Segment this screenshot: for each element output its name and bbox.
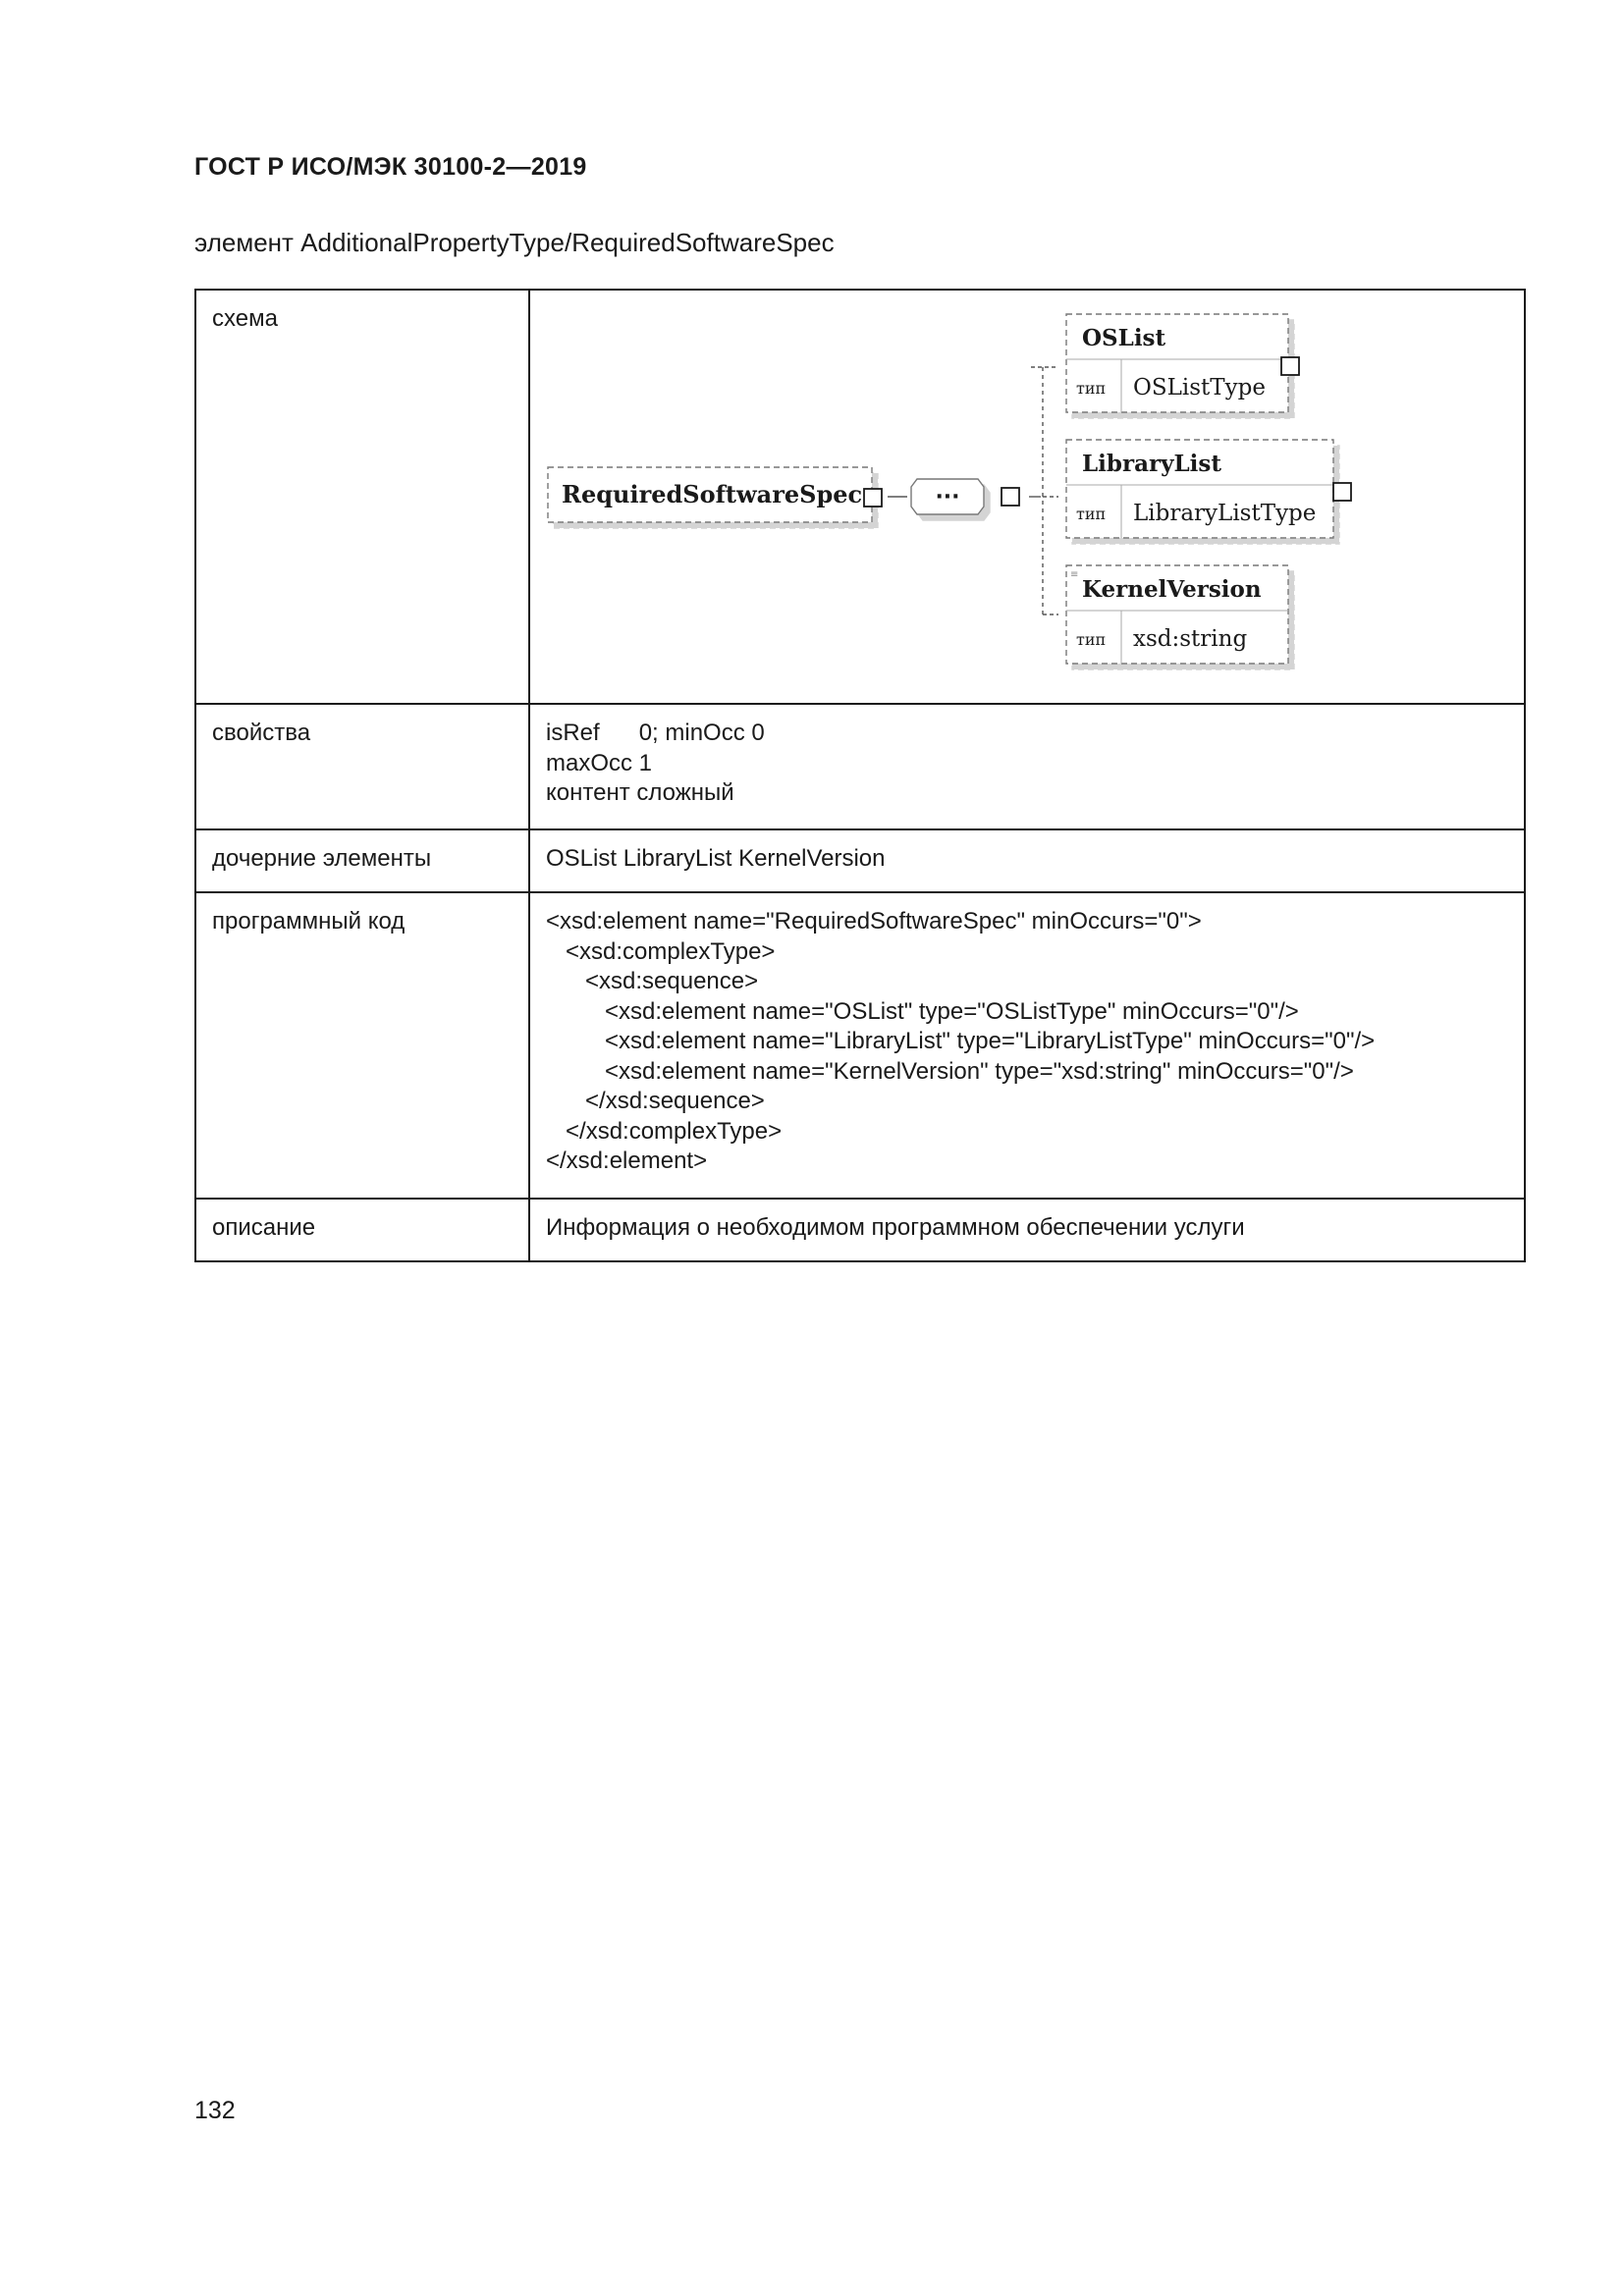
document-standard-title: ГОСТ Р ИСО/МЭК 30100-2—2019 <box>194 153 587 181</box>
child-name: KernelVersion <box>1082 576 1262 603</box>
code-line: <xsd:element name="LibraryList" type="LibraryListType" minOccurs="0"/> <box>546 1028 1376 1054</box>
code-line: </xsd:sequence> <box>546 1088 765 1114</box>
properties-line: maxOcc 1 <box>546 749 653 776</box>
code-line: <xsd:element name="RequiredSoftwareSpec" minOccurs="0"> <box>546 908 1202 934</box>
schema-label: схема <box>195 290 529 704</box>
schema-cell <box>529 290 1525 704</box>
code-label: программный код <box>195 892 529 1199</box>
schema-diagram-svg <box>530 291 1559 703</box>
description-value: Информация о необходимом программном обеспечении услуги <box>529 1199 1525 1261</box>
child-name: OSList <box>1082 325 1166 351</box>
schema-diagram <box>546 304 1508 689</box>
properties-line: isRef 0; minOcc 0 <box>546 720 765 746</box>
type-label: тип <box>1076 505 1107 523</box>
code-line: <xsd:element name="OSList" type="OSListType" minOccurs="0"/> <box>546 997 1299 1025</box>
element-caption: элемент AdditionalPropertyType/RequiredSoftwareSpec <box>194 228 835 257</box>
type-label: тип <box>1076 379 1107 398</box>
table-row-code <box>195 892 1525 1199</box>
code-line: </xsd:element> <box>546 1148 708 1174</box>
child-name: LibraryList <box>1082 451 1221 477</box>
expand-icon <box>1281 357 1299 375</box>
expand-icon <box>1333 483 1351 501</box>
expand-icon <box>1001 488 1019 506</box>
child-type: OSListType <box>1133 375 1266 400</box>
properties-line: контент сложный <box>546 779 734 806</box>
root-element-box <box>548 467 882 522</box>
table-row-children <box>195 829 1525 892</box>
child-type: xsd:string <box>1133 626 1248 652</box>
children-label: дочерние элементы <box>195 829 529 892</box>
child-element-oslist <box>1066 314 1299 412</box>
properties-label: свойства <box>195 704 529 829</box>
children-value: OSList LibraryList KernelVersion <box>529 829 1525 892</box>
code-line: <xsd:element name="KernelVersion" type="xsd:string" minOccurs="0"/> <box>546 1057 1354 1085</box>
code-line: </xsd:complexType> <box>546 1117 783 1145</box>
description-label: описание <box>195 1199 529 1261</box>
table-row-properties <box>195 704 1525 829</box>
table-row-description <box>195 1199 1525 1261</box>
root-element-name: RequiredSoftwareSpec <box>562 480 863 508</box>
type-label: тип <box>1076 630 1107 649</box>
page-number: 132 <box>194 2097 236 2124</box>
optional-marker-icon: ≡ <box>1070 569 1079 580</box>
code-cell <box>529 892 1525 1199</box>
child-element-kernelversion <box>1066 565 1288 664</box>
element-spec-table <box>194 289 1526 1262</box>
child-element-librarylist <box>1066 440 1351 538</box>
code-line: <xsd:sequence> <box>546 968 759 994</box>
properties-cell <box>529 704 1525 829</box>
sequence-symbol: ··· <box>935 485 960 509</box>
table-row-schema <box>195 290 1525 704</box>
sequence-compositor <box>911 479 1019 514</box>
child-type: LibraryListType <box>1133 501 1317 526</box>
expand-icon <box>864 489 882 507</box>
code-line: <xsd:complexType> <box>546 937 776 965</box>
